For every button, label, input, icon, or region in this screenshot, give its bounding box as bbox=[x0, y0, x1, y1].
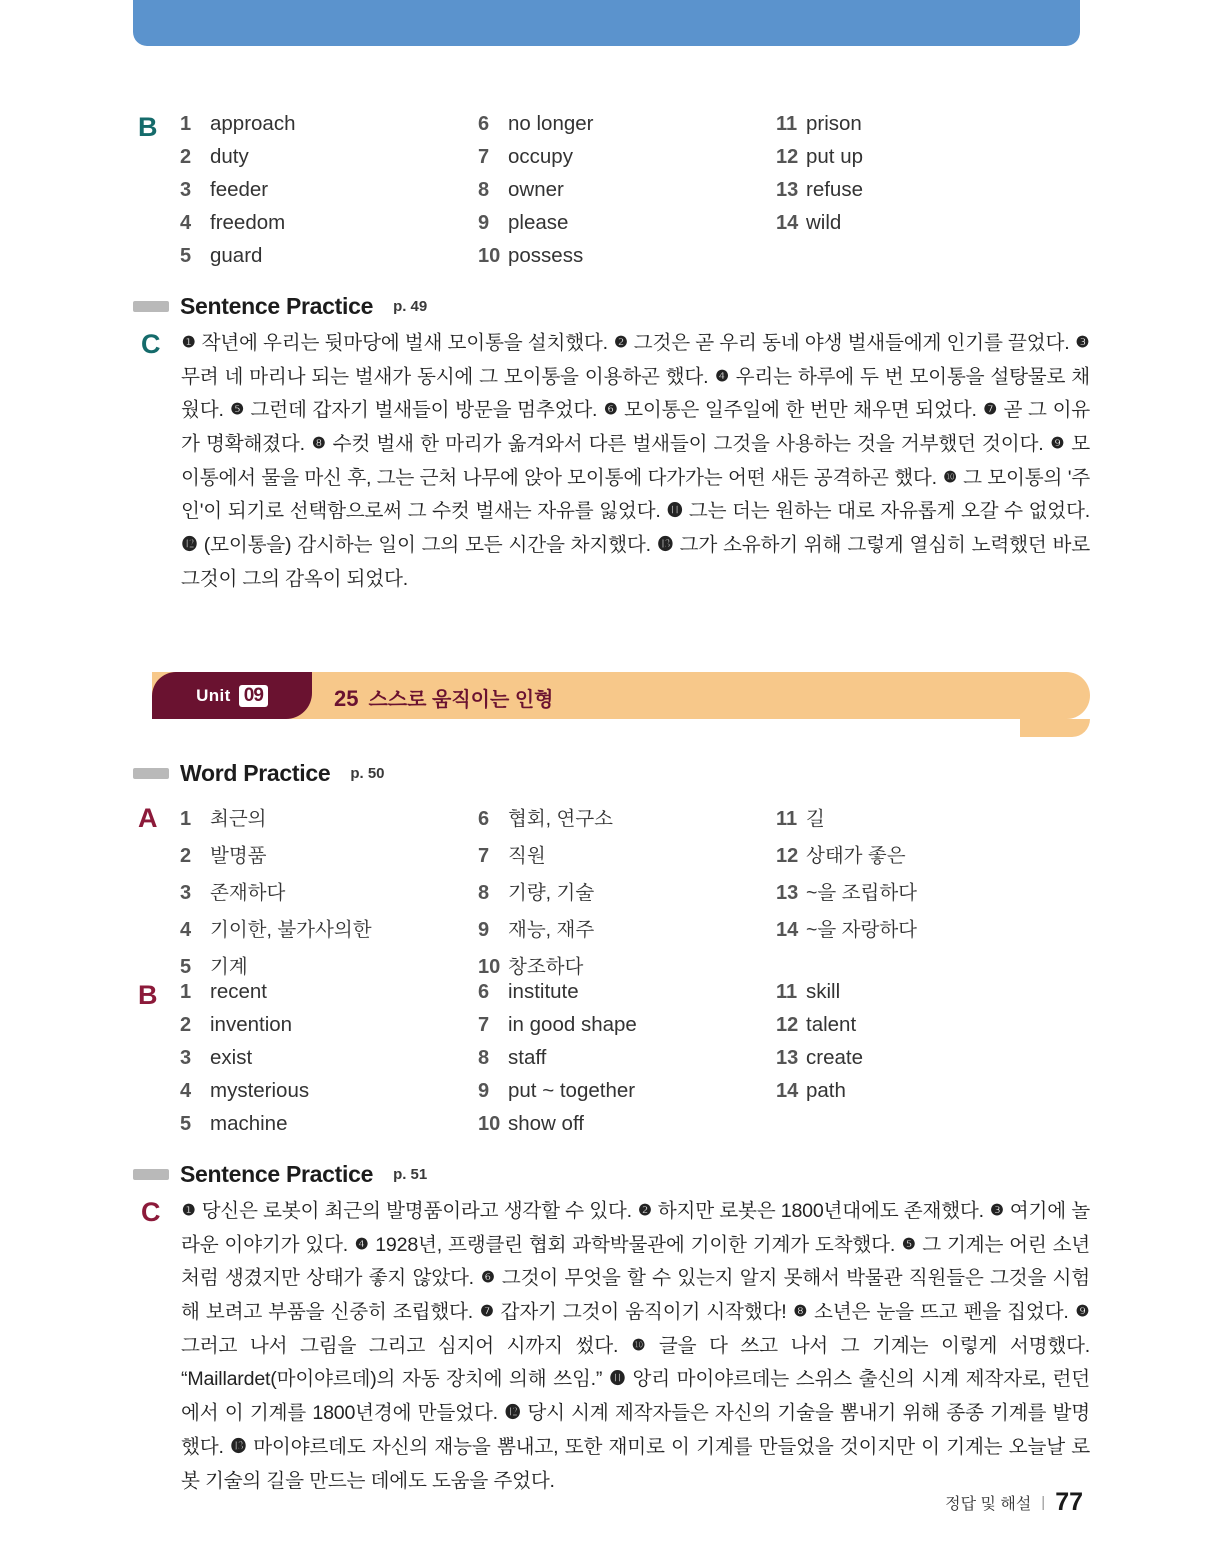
sentence-number: ⓫ bbox=[609, 1370, 625, 1388]
sentence-number: ❷ bbox=[638, 1202, 652, 1219]
item-number: 11 bbox=[776, 808, 798, 830]
sentence-number: ❼ bbox=[480, 1303, 494, 1321]
list-a-letter: A bbox=[138, 803, 158, 833]
item-text: ~을 자랑하다 bbox=[806, 919, 917, 941]
sentence-text: 무려 네 마리나 되는 벌새가 동시에 그 모이통을 이용하곤 했다. bbox=[181, 365, 709, 388]
item-text: show off bbox=[508, 1112, 584, 1135]
sentence-text: 그런데 갑자기 벌새들이 방문을 멈추었다. bbox=[250, 399, 598, 422]
page-reference: p. 50 bbox=[350, 765, 385, 782]
item-text: feeder bbox=[210, 178, 269, 201]
item-text: owner bbox=[508, 178, 564, 201]
column-1 bbox=[180, 112, 478, 277]
sentence-number: ❶ bbox=[182, 1202, 196, 1219]
sentence-number: ❾ bbox=[1050, 435, 1064, 453]
footer-label: 정답 및 해설 bbox=[945, 1496, 1032, 1513]
sentence-number: ❹ bbox=[715, 367, 729, 385]
sentence-text: 그 기계는 어린 소년처럼 생겼지만 상태가 좋지 않았다. bbox=[181, 1233, 1091, 1290]
item-number: 10 bbox=[478, 245, 501, 267]
item-number: 11 bbox=[776, 981, 798, 1003]
item-number: 7 bbox=[478, 845, 490, 867]
list-item bbox=[776, 145, 1074, 169]
item-text: 협회, 연구소 bbox=[508, 808, 614, 830]
list-item bbox=[478, 145, 776, 169]
item-number: 7 bbox=[478, 146, 490, 168]
item-text: refuse bbox=[806, 178, 863, 201]
sentence-text: 여기에 놀라운 이야기가 있다. bbox=[181, 1200, 1091, 1256]
unit-banner bbox=[152, 672, 1090, 719]
sentence-text: 앙리 마이야르데는 스위스 출신의 시계 제작자로, 런던에서 이 기계를 1800년경에 만들었다. bbox=[181, 1368, 1090, 1425]
item-number: 11 bbox=[776, 113, 798, 135]
column-3 bbox=[776, 980, 1074, 1145]
page-number: 77 bbox=[1055, 1488, 1083, 1516]
lesson-label bbox=[334, 683, 553, 712]
list-item bbox=[776, 1013, 1074, 1037]
item-text: path bbox=[806, 1079, 846, 1102]
item-text: 발명품 bbox=[210, 845, 267, 867]
item-number: 5 bbox=[180, 956, 192, 978]
list-item bbox=[478, 803, 776, 831]
list-item bbox=[478, 211, 776, 235]
item-text: create bbox=[806, 1046, 863, 1069]
paragraph-letter: C bbox=[141, 1197, 161, 1227]
section2-sentence-paragraph bbox=[133, 1195, 1090, 1498]
item-number: 2 bbox=[180, 1014, 192, 1036]
item-number: 9 bbox=[478, 1080, 490, 1102]
list-item bbox=[776, 877, 1074, 905]
item-number: 8 bbox=[478, 179, 490, 201]
list-item bbox=[776, 803, 1074, 831]
sentence-text: 그가 소유하기 위해 그렇게 열심히 노력했던 바로 그것이 그의 감옥이 되었다. bbox=[181, 534, 1091, 590]
item-text: 존재하다 bbox=[210, 882, 286, 904]
column-1 bbox=[180, 980, 478, 1145]
word-practice-heading bbox=[133, 760, 385, 787]
item-text: put ~ together bbox=[508, 1079, 636, 1102]
item-number: 7 bbox=[478, 1014, 490, 1036]
item-text: recent bbox=[210, 980, 267, 1003]
sentence-text: 글을 다 쓰고 나서 그 기계는 이렇게 서명했다. “Maillardet(마이야르데)의 자동 장치에 의해 쓰임.” bbox=[181, 1334, 1091, 1391]
list-item bbox=[478, 1112, 776, 1136]
list-item bbox=[776, 1079, 1074, 1103]
list-item bbox=[776, 1046, 1074, 1070]
list-item bbox=[478, 178, 776, 202]
list-item bbox=[180, 112, 478, 136]
sentence-practice-heading bbox=[133, 1161, 427, 1188]
item-number: 4 bbox=[180, 1080, 192, 1102]
sentence-text: 하지만 로봇은 1800년대에도 존재했다. bbox=[657, 1200, 984, 1222]
sentence-text: 당시 시계 제작자들은 자신의 기술을 뽐내기 위해 종종 기계를 발명했다. bbox=[181, 1402, 1091, 1458]
sentence-text: 소년은 눈을 뜨고 펜을 집었다. bbox=[814, 1301, 1069, 1324]
item-number: 3 bbox=[180, 1047, 192, 1069]
item-text: approach bbox=[210, 112, 296, 135]
sentence-number: ⓭ bbox=[657, 536, 673, 554]
heading-dash-icon bbox=[133, 301, 169, 312]
sentence-number: ❷ bbox=[614, 334, 628, 351]
item-number: 6 bbox=[478, 113, 490, 135]
item-text: no longer bbox=[508, 112, 594, 135]
heading-dash-icon bbox=[133, 1169, 169, 1180]
list-item bbox=[776, 112, 1074, 136]
list-item bbox=[180, 803, 478, 831]
item-number: 2 bbox=[180, 146, 192, 168]
item-text: duty bbox=[210, 145, 249, 168]
item-number: 14 bbox=[776, 212, 799, 234]
sentence-number: ❶ bbox=[182, 334, 196, 351]
sentence-text: 그 모이통의 '주인'이 되기로 선택함으로써 그 수컷 벌새는 자유를 잃었다. bbox=[181, 466, 1090, 523]
item-number: 13 bbox=[776, 882, 799, 904]
list-item bbox=[776, 211, 1074, 235]
section1-list-b bbox=[180, 112, 1127, 277]
item-number: 9 bbox=[478, 212, 490, 234]
item-text: 길 bbox=[806, 808, 825, 830]
item-number: 8 bbox=[478, 1047, 490, 1069]
heading-title: Sentence Practice bbox=[180, 293, 374, 319]
item-number: 12 bbox=[776, 146, 799, 168]
item-text: institute bbox=[508, 980, 579, 1003]
paragraph-body bbox=[181, 327, 1090, 597]
sentence-text: 우리는 하루에 두 번 모이통을 설탕물로 채웠다. bbox=[181, 365, 1090, 422]
list-item bbox=[478, 1046, 776, 1070]
sentence-text: 곧 그 이유가 명확해졌다. bbox=[181, 399, 1091, 456]
item-number: 6 bbox=[478, 981, 490, 1003]
list-item bbox=[180, 244, 478, 268]
item-text: 최근의 bbox=[210, 808, 267, 830]
sentence-number: ❸ bbox=[1075, 334, 1089, 351]
item-text: please bbox=[508, 211, 569, 234]
sentence-text: (모이통을) 감시하는 일이 그의 모든 시간을 차지했다. bbox=[203, 534, 651, 557]
item-number: 5 bbox=[180, 245, 192, 267]
paragraph-letter: C bbox=[141, 329, 161, 359]
item-number: 3 bbox=[180, 179, 192, 201]
item-number: 12 bbox=[776, 1014, 799, 1036]
list-item bbox=[478, 112, 776, 136]
item-text: invention bbox=[210, 1013, 293, 1036]
sentence-number: ❽ bbox=[312, 435, 326, 453]
sentence-number: ❼ bbox=[983, 401, 997, 419]
unit-word-label: Unit bbox=[196, 685, 231, 705]
list-item bbox=[478, 877, 776, 905]
item-number: 9 bbox=[478, 919, 490, 941]
sentence-text: 그는 더는 원하는 대로 자유롭게 오갈 수 없었다. bbox=[688, 500, 1091, 523]
section1-sentence-paragraph bbox=[133, 327, 1090, 597]
item-text: possess bbox=[508, 244, 584, 267]
item-text: occupy bbox=[508, 145, 573, 168]
sentence-text: 마이야르데도 자신의 재능을 뽐내고, 또한 재미로 이 기계를 만들었을 것이지만 이 기계는 오늘날 로봇 기술의 길을 만드는 데에도 도움을 주었다. bbox=[181, 1435, 1090, 1492]
item-number: 2 bbox=[180, 845, 192, 867]
heading-title: Word Practice bbox=[180, 760, 331, 786]
heading-dash-icon bbox=[133, 768, 169, 779]
item-number: 1 bbox=[180, 981, 192, 1003]
list-b-letter: B bbox=[138, 980, 158, 1010]
column-3 bbox=[776, 112, 1074, 277]
sentence-text: 그것은 곧 우리 동네 야생 벌새들에게 인기를 끌었다. bbox=[633, 332, 1070, 354]
item-number: 10 bbox=[478, 1113, 501, 1135]
section2-list-a bbox=[180, 803, 1127, 988]
item-text: 기량, 기술 bbox=[508, 882, 595, 904]
sentence-number: ❿ bbox=[631, 1336, 646, 1354]
sentence-number: ⓭ bbox=[231, 1437, 246, 1455]
list-item bbox=[180, 840, 478, 868]
list-item bbox=[776, 840, 1074, 868]
footer-separator: | bbox=[1041, 1494, 1046, 1511]
list-item bbox=[478, 914, 776, 942]
sentence-number: ❹ bbox=[355, 1235, 369, 1253]
item-text: guard bbox=[210, 244, 263, 267]
section2-list-b bbox=[180, 980, 1127, 1145]
item-number: 4 bbox=[180, 919, 192, 941]
sentence-number: ❻ bbox=[481, 1269, 495, 1287]
sentence-number: ⓫ bbox=[667, 502, 683, 520]
sentence-number: ❾ bbox=[1075, 1303, 1090, 1321]
list-item bbox=[478, 840, 776, 868]
sentence-number: ❿ bbox=[943, 468, 957, 486]
top-decorative-bar bbox=[133, 0, 1080, 46]
item-text: wild bbox=[806, 211, 842, 234]
column-3 bbox=[776, 803, 1074, 988]
column-2 bbox=[478, 112, 776, 277]
item-number: 1 bbox=[180, 113, 192, 135]
sentence-text: 모이통은 일주일에 한 번만 채우면 되었다. bbox=[624, 399, 977, 422]
column-2 bbox=[478, 803, 776, 988]
item-text: exist bbox=[210, 1046, 253, 1069]
sentence-text: 당신은 로봇이 최근의 발명품이라고 생각할 수 있다. bbox=[201, 1200, 632, 1222]
list-item bbox=[180, 1112, 478, 1136]
list-item bbox=[478, 1079, 776, 1103]
item-text: 재능, 재주 bbox=[508, 919, 595, 941]
item-text: prison bbox=[806, 112, 862, 135]
sentence-number: ❺ bbox=[902, 1235, 916, 1253]
paragraph-body bbox=[181, 1195, 1090, 1498]
list-item bbox=[180, 914, 478, 942]
list-item bbox=[180, 1079, 478, 1103]
item-text: skill bbox=[806, 980, 841, 1003]
item-number: 8 bbox=[478, 882, 490, 904]
list-item bbox=[180, 1013, 478, 1037]
sentence-practice-heading bbox=[133, 293, 427, 320]
sentence-number: ⓬ bbox=[182, 536, 197, 554]
sentence-number: ⓬ bbox=[505, 1404, 520, 1422]
unit-badge bbox=[152, 672, 312, 719]
list-item bbox=[478, 980, 776, 1004]
item-number: 1 bbox=[180, 808, 192, 830]
item-text: 기이한, 불가사의한 bbox=[210, 919, 372, 941]
item-number: 14 bbox=[776, 919, 799, 941]
list-item bbox=[180, 951, 478, 979]
item-number: 13 bbox=[776, 179, 799, 201]
heading-title: Sentence Practice bbox=[180, 1161, 374, 1187]
sentence-text: 수컷 벌새 한 마리가 옮겨와서 다른 벌새들이 그것을 사용하는 것을 거부했던 것이다. bbox=[332, 433, 1044, 456]
sentence-number: ❻ bbox=[604, 401, 618, 419]
item-text: 창조하다 bbox=[508, 956, 584, 978]
list-item bbox=[478, 244, 776, 268]
list-item bbox=[776, 914, 1074, 942]
item-number: 4 bbox=[180, 212, 192, 234]
item-number: 3 bbox=[180, 882, 192, 904]
column-2 bbox=[478, 980, 776, 1145]
sentence-text: 갑자기 그것이 움직이기 시작했다! bbox=[500, 1301, 787, 1324]
page-reference: p. 51 bbox=[393, 1166, 428, 1183]
item-number: 10 bbox=[478, 956, 501, 978]
list-item bbox=[180, 1046, 478, 1070]
item-number: 6 bbox=[478, 808, 490, 830]
item-text: in good shape bbox=[508, 1013, 637, 1036]
item-text: machine bbox=[210, 1112, 288, 1135]
list-item bbox=[180, 145, 478, 169]
list-item bbox=[180, 178, 478, 202]
list-item bbox=[180, 211, 478, 235]
list-item bbox=[478, 951, 776, 979]
sentence-text: 그러고 나서 그림을 그리고 심지어 시까지 썼다. bbox=[181, 1334, 619, 1357]
sentence-text: 모이통에서 물을 마신 후, 그는 근처 나무에 앉아 모이통에 다가가는 어떤 새든 공격하곤 했다. bbox=[181, 433, 1090, 489]
sentence-number: ❸ bbox=[990, 1202, 1004, 1219]
item-text: freedom bbox=[210, 211, 286, 234]
page-reference: p. 49 bbox=[393, 298, 428, 315]
item-text: 기계 bbox=[210, 956, 248, 978]
sentence-text: 그것이 무엇을 할 수 있는지 알지 못해서 박물관 직원들은 그것을 시험해 보려고 부품을 신중히 조립했다. bbox=[181, 1267, 1091, 1324]
list-b-letter: B bbox=[138, 112, 158, 142]
list-item bbox=[180, 980, 478, 1004]
item-text: put up bbox=[806, 145, 863, 168]
item-text: mysterious bbox=[210, 1079, 310, 1102]
item-text: 직원 bbox=[508, 845, 546, 867]
item-number: 13 bbox=[776, 1047, 799, 1069]
lesson-number: 25 bbox=[334, 686, 359, 711]
item-text: staff bbox=[508, 1046, 547, 1069]
item-number: 14 bbox=[776, 1080, 799, 1102]
sentence-text: 1928년, 프랭클린 협회 과학박물관에 기이한 기계가 도착했다. bbox=[375, 1233, 896, 1256]
lesson-title: 스스로 움직이는 인형 bbox=[368, 689, 554, 711]
item-text: 상태가 좋은 bbox=[806, 845, 906, 867]
unit-number: 09 bbox=[239, 685, 268, 707]
item-number: 12 bbox=[776, 845, 799, 867]
sentence-number: ❽ bbox=[793, 1303, 807, 1321]
list-item bbox=[180, 877, 478, 905]
item-number: 5 bbox=[180, 1113, 192, 1135]
sentence-text: 작년에 우리는 뒷마당에 벌새 모이통을 설치했다. bbox=[201, 332, 608, 354]
item-text: ~을 조립하다 bbox=[806, 882, 917, 904]
item-text: talent bbox=[806, 1013, 857, 1036]
list-item bbox=[776, 178, 1074, 202]
column-1 bbox=[180, 803, 478, 988]
sentence-number: ❺ bbox=[230, 401, 244, 419]
page-footer bbox=[945, 1488, 1083, 1517]
list-item bbox=[776, 980, 1074, 1004]
list-item bbox=[478, 1013, 776, 1037]
